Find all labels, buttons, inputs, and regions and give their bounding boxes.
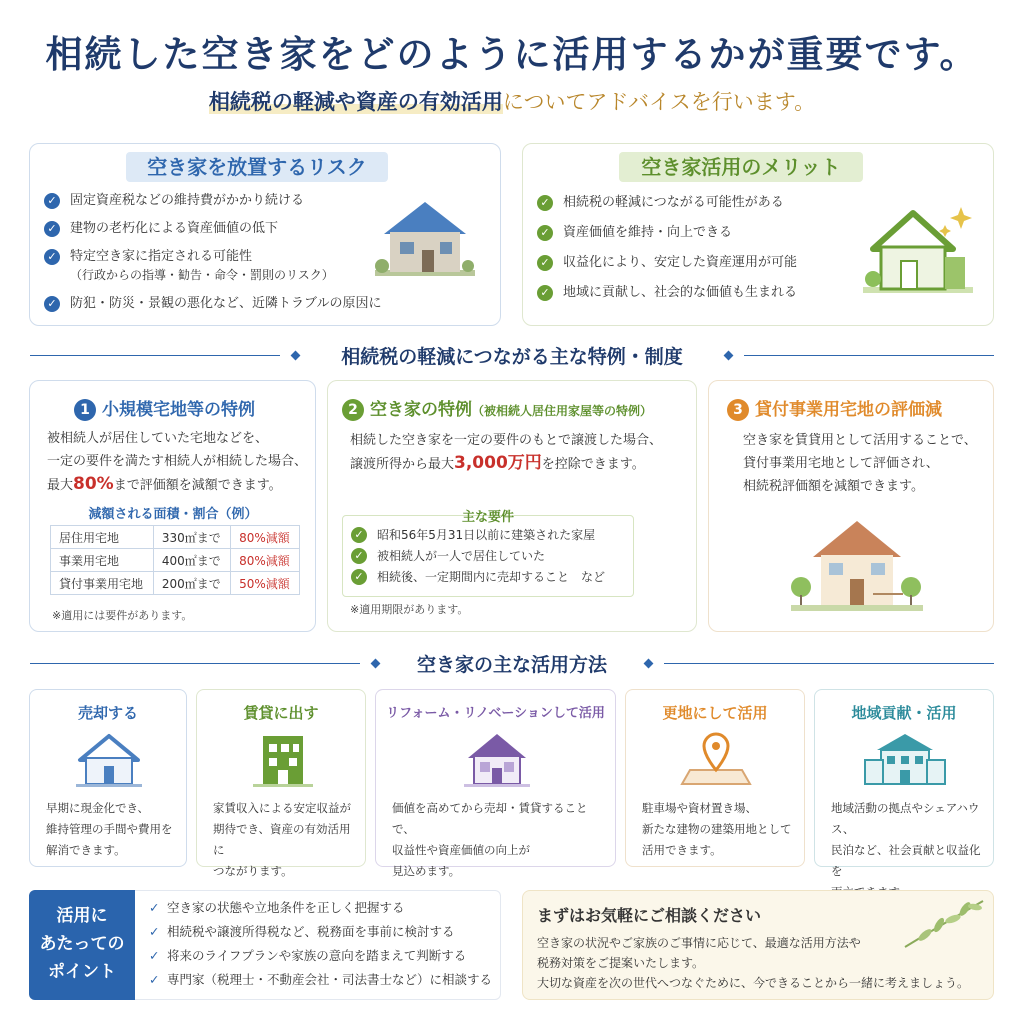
risk-card <box>29 143 501 326</box>
check-icon: ✓ <box>44 221 60 237</box>
rental-house-icon <box>253 730 313 790</box>
requirements-list <box>351 526 631 586</box>
check-icon: ✓ <box>537 255 553 271</box>
merit-title: 空き家活用のメリット <box>619 152 863 182</box>
use-title: 更地にして活用 <box>662 704 768 722</box>
special-2-note: ※適用期限があります。 <box>350 603 469 616</box>
special-card-1 <box>29 380 316 632</box>
list-item: ✓ 相続後、一定期間内に売却すること など <box>351 568 631 586</box>
check-icon: ✓ <box>537 285 553 301</box>
points-panel <box>135 890 501 1000</box>
section-special-header <box>30 346 994 366</box>
special-card-2 <box>327 380 697 632</box>
special-1-note: ※適用には要件があります。 <box>52 609 193 622</box>
merit-card <box>522 143 994 326</box>
special-3-body: 空き家を賃貸用として活用することで、 貸付事業用宅地として評価され、 相続税評価額を減額できます。 <box>743 433 977 494</box>
risk-list <box>44 192 384 313</box>
renovation-house-icon <box>462 730 532 790</box>
house-sale-icon <box>74 732 144 788</box>
points-label: 活用に あたっての ポイント <box>29 890 135 1000</box>
special-card-3 <box>708 380 994 632</box>
special-2-title: 2 空き家の特例（被相続人居住用家屋等の特例） <box>342 395 652 421</box>
reduction-table <box>50 525 300 595</box>
use-body: 地域活動の拠点やシェアハウス、 民泊など、社会貢献と収益化を <box>831 801 981 878</box>
list-item: ✓ 特定空き家に指定される可能性 （行政からの指導・勧告・命令・罰則のリスク） <box>44 248 384 285</box>
table-row: 居住用宅地 330㎡まで 80%減額 <box>51 526 300 549</box>
use-card-community <box>814 689 994 878</box>
building-icon <box>863 730 947 788</box>
use-body: 家賃収入による安定収益が 期待でき、資産の有効活用に つながります。 <box>213 801 351 878</box>
list-item: ✓ 空き家の状態や立地条件を正しく把握する <box>149 900 405 915</box>
section-special-title: 相続税の軽減につながる主な特例・制度 <box>341 346 683 368</box>
consult-box <box>522 890 994 1000</box>
check-icon: ✓ <box>351 569 367 585</box>
table-row: 事業用宅地 400㎡まで 80%減額 <box>51 549 300 572</box>
requirements-box <box>342 510 634 597</box>
special-1-title: 1 小規模宅地等の特例 <box>74 395 255 421</box>
use-card-rent <box>196 689 366 878</box>
check-icon: ✓ <box>537 225 553 241</box>
list-item: ✓ 防犯・防災・景観の悪化など、近隣トラブルの原因に <box>44 295 384 313</box>
special-1-body: 被相続人が居住していた宅地などを、 一定の要件を満たす相続人が相続した場合、 最大80%まで評価額を減額できます。 <box>47 431 308 494</box>
use-card-vacant-land <box>625 689 805 867</box>
check-icon: ✓ <box>149 948 160 963</box>
list-item: ✓ 相続税の軽減につながる可能性がある <box>537 194 857 212</box>
check-icon: ✓ <box>44 296 60 312</box>
use-title: リフォーム・リノベーションして活用 <box>386 706 605 721</box>
use-card-renovation <box>375 689 616 878</box>
table-row: 貸付事業用宅地 200㎡まで 50%減額 <box>51 572 300 595</box>
check-icon: ✓ <box>351 527 367 543</box>
list-item: ✓ 相続税や譲渡所得税など、税務面を事前に検討する <box>149 924 455 939</box>
green-house-icon <box>853 199 983 299</box>
list-item: ✓ 将来のライフプランや家族の意向を踏まえて判断する <box>149 948 467 963</box>
section-uses-header <box>30 654 994 674</box>
consult-body: 空き家の状況やご家族のご事情に応じて、最適な活用方法や 税務対策をご提案いたします。 大切な資産を次の世代へつなぐために、今できることから一緒に考えましょう。 <box>537 936 970 990</box>
page-subtitle <box>0 86 1024 116</box>
page-title: 相続した空き家をどのように活用するかが重要です。 <box>45 32 979 76</box>
check-icon: ✓ <box>44 249 60 265</box>
list-item: ✓ 被相続人が一人で居住していた <box>351 547 631 565</box>
use-card-sell <box>29 689 187 867</box>
use-title: 地域貢献・活用 <box>851 704 957 722</box>
rental-house-illustration <box>787 517 927 617</box>
requirements-title: 主な要件 <box>461 510 514 525</box>
use-body: 早期に現金化でき、 維持管理の手間や費用を 解消できます。 <box>46 801 173 857</box>
list-item: ✓ 地域に貢献し、社会的な価値も生まれる <box>537 284 857 302</box>
map-pin-icon <box>680 730 752 786</box>
list-item: ✓ 専門家（税理士・不動産会社・司法書士など）に相談する <box>149 972 493 987</box>
list-item: ✓ 資産価値を維持・向上できる <box>537 224 857 242</box>
list-item: ✓ 固定資産税などの維持費がかかり続ける <box>44 192 384 210</box>
special-2-body: 相続した空き家を一定の要件のもとで譲渡した場合、 譲渡所得から最大3,000万円を控除できます。 <box>350 433 663 473</box>
check-icon: ✓ <box>149 900 160 915</box>
use-body: 価値を高めてから売却・賃貸することで、 収益性や資産価値の向上が 見込めます。 <box>392 801 588 878</box>
use-body: 駐車場や資材置き場、 新たな建物の建築用地として 活用できます。 <box>642 801 792 857</box>
consult-title: まずはお気軽にご相談ください <box>537 906 762 925</box>
house-icon <box>370 196 480 282</box>
check-icon: ✓ <box>537 195 553 211</box>
check-icon: ✓ <box>149 924 160 939</box>
subtitle-highlight: 相続税の軽減や資産の有効活用 <box>208 89 503 114</box>
reduction-table-title: 減額される面積・割合（例） <box>88 507 258 522</box>
list-item: ✓ 建物の老朽化による資産価値の低下 <box>44 220 384 238</box>
risk-title: 空き家を放置するリスク <box>126 152 388 182</box>
special-3-title: 3 貸付事業用宅地の評価減 <box>727 395 942 421</box>
list-item: ✓ 収益化により、安定した資産運用が可能 <box>537 254 857 272</box>
check-icon: ✓ <box>44 193 60 209</box>
merit-list <box>537 194 857 302</box>
check-icon: ✓ <box>351 548 367 564</box>
check-icon: ✓ <box>149 972 160 987</box>
use-title: 賃貸に出す <box>243 704 319 722</box>
points-list <box>149 899 499 989</box>
list-item: ✓ 昭和56年5月31日以前に建築された家屋 <box>351 526 631 544</box>
use-title: 売却する <box>77 704 138 722</box>
section-uses-title: 空き家の主な活用方法 <box>416 654 607 676</box>
subtitle-rest: についてアドバイスを行います。 <box>502 90 816 114</box>
